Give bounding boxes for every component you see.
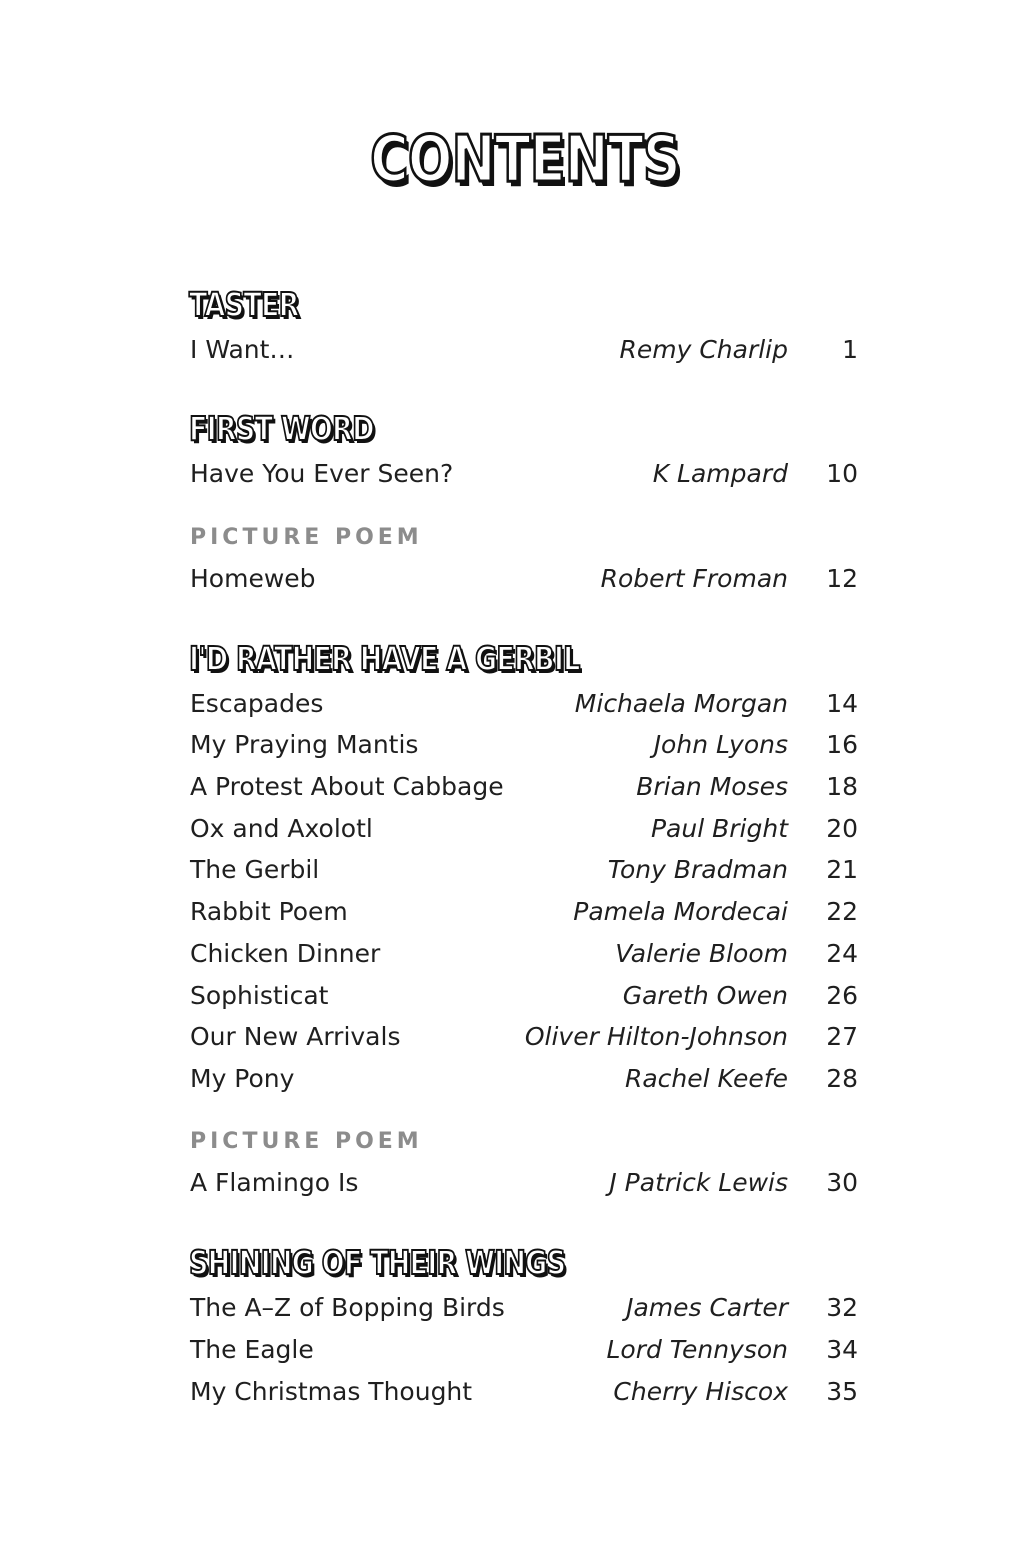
entry-title: The Gerbil [190, 855, 320, 884]
entry-author: Valerie Bloom [615, 939, 788, 968]
toc-entry[interactable] [190, 811, 858, 847]
entry-author: Brian Moses [636, 772, 788, 801]
entry-page: 18 [826, 772, 858, 801]
entry-author: J Patrick Lewis [609, 1168, 788, 1197]
entry-page: 28 [826, 1064, 858, 1093]
entry-title: Escapades [190, 689, 324, 718]
entry-title: The A–Z of Bopping Birds [190, 1293, 505, 1322]
entry-author: Gareth Owen [622, 981, 788, 1010]
section-heading-taster: TASTER [189, 285, 299, 324]
entry-author: Pamela Mordecai [573, 897, 788, 926]
entry-title: Rabbit Poem [190, 897, 348, 926]
entry-title: My Pony [190, 1064, 295, 1093]
entry-page: 16 [826, 730, 858, 759]
page-title: CONTENTS [370, 123, 680, 197]
entry-page: 26 [826, 981, 858, 1010]
entry-title: Ox and Axolotl [190, 814, 373, 843]
picture-poem-label: PICTURE POEM [190, 1129, 423, 1154]
section-heading-shining-wings: SHINING OF THEIR WINGS [189, 1243, 566, 1282]
entry-author: Remy Charlip [619, 335, 788, 364]
section-heading-gerbil: I'D RATHER HAVE A GERBIL [189, 639, 580, 678]
entry-title: Sophisticat [190, 981, 329, 1010]
entry-title: A Flamingo Is [190, 1168, 359, 1197]
entry-title: Our New Arrivals [190, 1022, 401, 1051]
entry-page: 22 [826, 897, 858, 926]
entry-title: I Want… [190, 335, 295, 364]
toc-entry[interactable] [190, 561, 858, 597]
entry-page: 30 [826, 1168, 858, 1197]
entry-title: My Praying Mantis [190, 730, 419, 759]
entry-title: A Protest About Cabbage [190, 772, 504, 801]
entry-page: 12 [826, 564, 858, 593]
toc-entry[interactable] [190, 727, 858, 763]
entry-title: Chicken Dinner [190, 939, 381, 968]
entry-author: Robert Froman [600, 564, 788, 593]
picture-poem-label: PICTURE POEM [190, 525, 423, 550]
entry-author: Tony Bradman [607, 855, 788, 884]
toc-entry[interactable] [190, 978, 858, 1014]
entry-author: Paul Bright [650, 814, 788, 843]
toc-entry[interactable] [190, 332, 858, 368]
entry-page: 27 [826, 1022, 858, 1051]
entry-page: 35 [826, 1377, 858, 1406]
toc-entry[interactable] [190, 1165, 858, 1201]
entry-author: Oliver Hilton-Johnson [524, 1022, 788, 1051]
entry-author: Rachel Keefe [624, 1064, 788, 1093]
entry-author: James Carter [626, 1293, 788, 1322]
entry-author: Lord Tennyson [606, 1335, 788, 1364]
toc-entry[interactable] [190, 686, 858, 722]
toc-entry[interactable] [190, 852, 858, 888]
entry-page: 1 [842, 335, 858, 364]
entry-page: 24 [826, 939, 858, 968]
toc-entry[interactable] [190, 456, 858, 492]
toc-entry[interactable] [190, 1374, 858, 1410]
toc-entry[interactable] [190, 936, 858, 972]
entry-page: 34 [826, 1335, 858, 1364]
entry-page: 32 [826, 1293, 858, 1322]
section-heading-first-word: FIRST WORD [189, 409, 374, 448]
entry-page: 21 [826, 855, 858, 884]
entry-author: Cherry Hiscox [613, 1377, 788, 1406]
toc-entry[interactable] [190, 1290, 858, 1326]
entry-page: 14 [826, 689, 858, 718]
toc-entry[interactable] [190, 1019, 858, 1055]
entry-author: John Lyons [653, 730, 788, 759]
toc-entry[interactable] [190, 894, 858, 930]
entry-author: K Lampard [652, 459, 788, 488]
entry-author: Michaela Morgan [574, 689, 788, 718]
entry-title: My Christmas Thought [190, 1377, 473, 1406]
entry-page: 20 [826, 814, 858, 843]
entry-page: 10 [826, 459, 858, 488]
toc-entry[interactable] [190, 1332, 858, 1368]
toc-entry[interactable] [190, 1061, 858, 1097]
entry-title: Have You Ever Seen? [190, 459, 454, 488]
entry-title: The Eagle [190, 1335, 314, 1364]
entry-title: Homeweb [190, 564, 316, 593]
toc-entry[interactable] [190, 769, 858, 805]
